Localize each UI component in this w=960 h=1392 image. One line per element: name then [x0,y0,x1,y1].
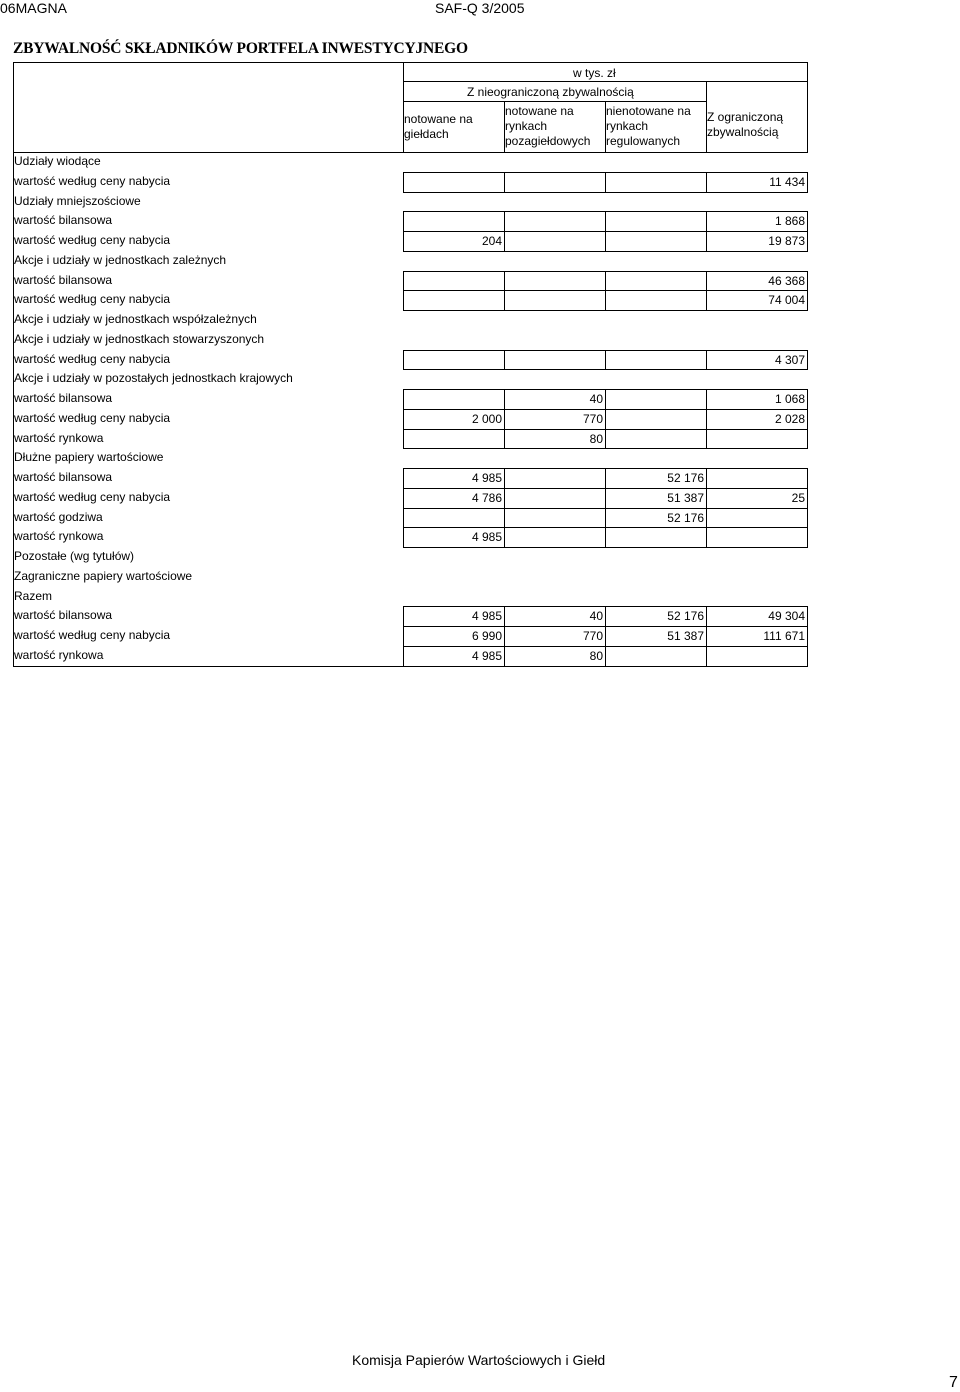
row-cell-border [807,508,808,528]
section-label: Udziały mniejszościowe [14,194,141,208]
row-value: 770 [582,412,603,426]
row-cell-border [706,409,707,430]
row-value: 46 368 [768,274,805,288]
row-label: wartość godziwa [14,510,103,524]
row-label: wartość rynkowa [14,648,104,662]
row-cell-border [504,290,505,311]
row-cell-border [403,211,404,232]
row-cell-border [403,468,404,489]
row-label: wartość bilansowa [14,470,113,484]
row-cell-border [403,488,404,509]
section-label: Pozostałe (wg tytułów) [14,549,135,563]
header-divider-4 [706,81,707,152]
row-cell-border [403,172,404,193]
row-cell-border [605,646,606,667]
row-cell-border [504,409,505,430]
row-cell-border [504,271,505,291]
row-cell-border [706,231,707,252]
row-cell-border [504,626,505,647]
row-value: 2 028 [774,412,805,426]
row-value: 51 387 [667,629,704,643]
row-cell-border [504,646,505,667]
row-cell-border [504,468,505,489]
row-label: wartość według ceny nabycia [14,292,171,306]
row-cell-border [605,271,606,291]
section-label: Udziały wiodące [14,154,101,168]
row-cell-border [605,468,606,489]
header-divider-2 [504,101,505,152]
row-value: 52 176 [667,511,704,525]
header-rule-bottom [13,152,808,153]
row-label: wartość według ceny nabycia [14,411,171,425]
row-label: wartość według ceny nabycia [14,352,171,366]
row-value: 4 985 [471,471,502,485]
row-label: wartość bilansowa [14,273,113,287]
row-cell-border [403,626,404,647]
row-cell-border [706,626,707,647]
row-label: wartość bilansowa [14,391,113,405]
section-label: Akcje i udziały w jednostkach współzależnych [14,312,257,326]
table-border-bottom [13,666,404,667]
header-center-text: SAF-Q 3/2005 [435,0,525,16]
row-cell-border [807,409,808,430]
row-cell-border [605,231,606,252]
row-cell-border [807,527,808,548]
row-value: 4 307 [774,353,805,367]
row-cell-border [605,626,606,647]
row-cell-border [403,350,404,370]
row-label: wartość według ceny nabycia [14,490,171,504]
column-header-4: Z ograniczoną zbywalnością [707,110,784,139]
row-cell-border [706,468,707,489]
row-cell-border [504,527,505,548]
row-value: 6 990 [471,629,502,643]
row-label: wartość rynkowa [14,529,104,543]
row-cell-border [605,429,606,449]
row-cell-border [807,606,808,627]
unit-label: w tys. zł [573,66,616,80]
row-cell-border [605,172,606,193]
row-cell-border [807,231,808,252]
table-border-top [13,62,808,63]
row-cell-border [807,211,808,232]
row-cell-border [504,172,505,193]
row-cell-border [605,527,606,548]
row-cell-border [706,527,707,548]
row-cell-border [605,290,606,311]
row-value: 51 387 [667,491,704,505]
page-number: 7 [949,1374,958,1391]
row-cell-border [605,350,606,370]
row-value: 40 [589,609,603,623]
row-cell-border [706,172,707,193]
row-cell-border [807,626,808,647]
row-cell-border [605,488,606,509]
row-value: 770 [582,629,603,643]
row-value: 19 873 [768,234,805,248]
column-header-3: nienotowane na rynkach regulowanych [606,104,691,148]
row-value: 52 176 [667,471,704,485]
section-label: Akcje i udziały w jednostkach zależnych [14,253,227,267]
column-header-2: notowane na rynkach pozagiełdowych [505,104,591,148]
row-cell-border [504,488,505,509]
footer-text: Komisja Papierów Wartościowych i Giełd [352,1352,606,1368]
header-border-right [807,62,808,152]
row-cell-border [706,429,707,449]
row-value: 1 068 [774,392,805,406]
row-cell-border [807,389,808,410]
row-cell-border [807,429,808,449]
row-cell-border [504,508,505,528]
row-value: 40 [589,392,603,406]
header-left-text: 06MAGNA [0,0,67,16]
section-label: Razem [14,589,53,603]
row-cell-border [706,488,707,509]
row-cell-border [605,508,606,528]
section-label: Zagraniczne papiery wartościowe [14,569,193,583]
row-value: 4 985 [471,609,502,623]
page-title: ZBYWALNOŚĆ SKŁADNIKÓW PORTFELA INWESTYCYJNEGO [13,40,468,57]
row-label: wartość według ceny nabycia [14,628,171,642]
row-cell-border [403,231,404,252]
row-value: 52 176 [667,609,704,623]
row-label: wartość według ceny nabycia [14,174,171,188]
row-value: 1 868 [774,214,805,228]
row-cell-border [504,350,505,370]
row-value: 204 [481,234,502,248]
row-value: 4 985 [471,649,502,663]
row-cell-border [605,606,606,627]
row-cell-border [807,488,808,509]
row-cell-border [807,646,808,667]
row-cell-border [504,231,505,252]
header-rule-unit [403,81,808,82]
row-value: 74 004 [768,293,805,307]
row-value: 4 786 [471,491,502,505]
row-cell-border [403,527,404,548]
row-value: 11 434 [769,175,805,189]
section-label: Dłużne papiery wartościowe [14,450,164,464]
row-label: wartość rynkowa [14,431,104,445]
column-header-1: notowane na giełdach [404,112,473,141]
row-value: 4 985 [471,530,502,544]
row-cell-border [706,290,707,311]
row-cell-border [807,290,808,311]
row-cell-border [403,271,404,291]
row-cell-border [807,172,808,193]
row-value: 80 [589,649,603,663]
row-label: wartość według ceny nabycia [14,233,171,247]
row-cell-border [403,409,404,430]
row-cell-border [605,389,606,410]
row-value: 49 304 [768,609,805,623]
header-divider-label [403,62,404,152]
row-cell-border [403,508,404,528]
row-cell-border [706,211,707,232]
row-cell-border [605,409,606,430]
row-cell-border [605,211,606,232]
group-header: Z nieograniczoną zbywalnością [467,85,634,99]
row-cell-border [504,389,505,410]
header-rule-group [403,101,706,102]
row-cell-border [403,606,404,627]
row-cell-border [706,389,707,410]
row-cell-border [403,429,404,449]
row-label: wartość bilansowa [14,608,113,622]
row-cell-border [706,350,707,370]
row-cell-border [706,271,707,291]
row-cell-border [403,646,404,667]
header-divider-3 [605,101,606,152]
row-cell-border [403,290,404,311]
row-cell-border [807,271,808,291]
row-cell-border [807,468,808,489]
row-value: 2 000 [471,412,502,426]
section-label: Akcje i udziały w jednostkach stowarzyszonych [14,332,265,346]
row-cell-border [706,646,707,667]
row-cell-border [504,429,505,449]
row-value: 80 [589,432,603,446]
row-cell-border [504,211,505,232]
row-cell-border [706,606,707,627]
row-cell-border [403,389,404,410]
row-label: wartość bilansowa [14,213,113,227]
row-cell-border [706,508,707,528]
row-value: 25 [791,491,805,505]
row-cell-border [504,606,505,627]
row-value: 111 671 [763,629,805,643]
section-label: Akcje i udziały w pozostałych jednostkach krajowych [14,371,293,385]
row-cell-border [807,350,808,370]
